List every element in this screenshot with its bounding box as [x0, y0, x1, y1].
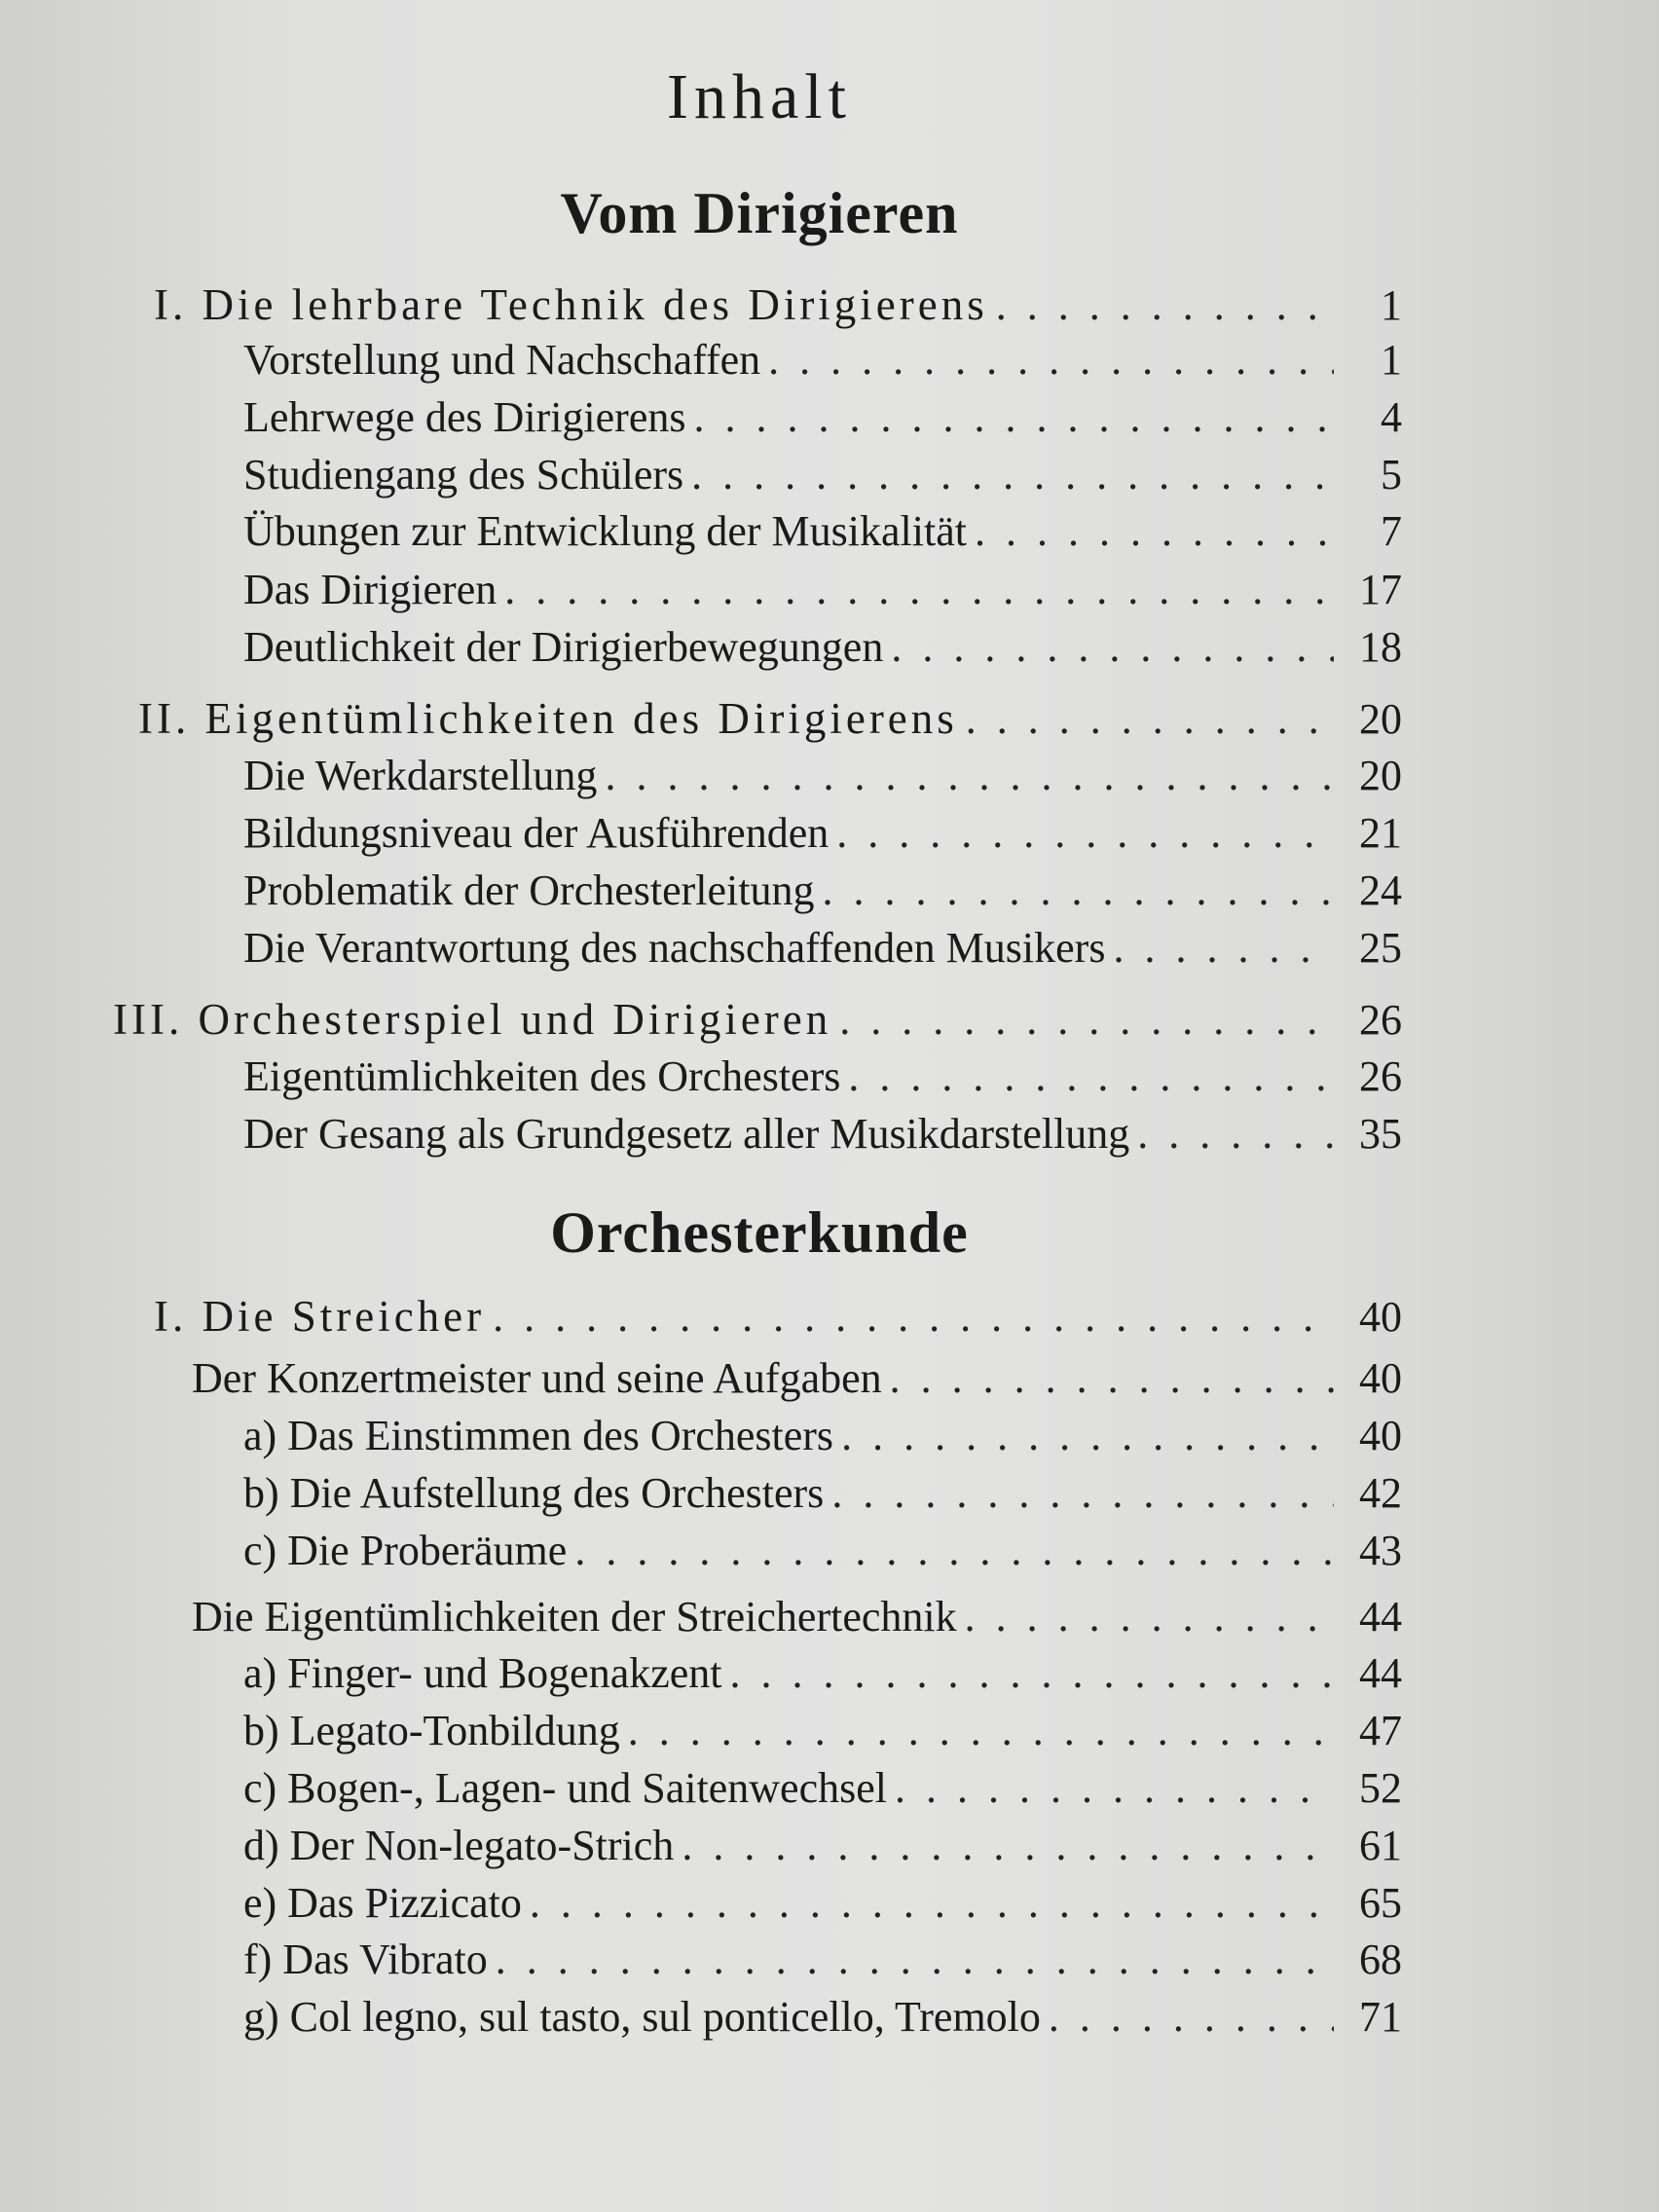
toc-entry-title: e) Das Pizzicato	[243, 1879, 522, 1927]
toc-entry-title: II. Eigentümlichkeiten des Dirigierens	[138, 694, 958, 743]
toc-page-number: 68	[1359, 1936, 1402, 1983]
toc-entry	[243, 1466, 1402, 1521]
toc-entry-title: Lehrwege des Dirigierens	[243, 393, 686, 441]
section-heading-vom-dirigieren: Vom Dirigieren	[560, 181, 959, 245]
toc-entry-title: b) Legato-Tonbildung	[243, 1707, 620, 1754]
toc-entry	[243, 864, 1402, 918]
toc-entry	[154, 1289, 1402, 1345]
toc-entry-title: Die Werkdarstellung	[243, 752, 598, 799]
toc-page-number: 4	[1381, 393, 1402, 441]
toc-entry-title: f) Das Vibrato	[243, 1936, 488, 1983]
toc-page-number: 43	[1359, 1527, 1402, 1574]
dot-leader	[504, 563, 1334, 617]
toc-entry-title: Übungen zur Entwicklung der Musikalität	[243, 507, 967, 555]
dot-leader	[682, 1819, 1334, 1873]
toc-entry	[243, 563, 1402, 617]
toc-page-number: 42	[1359, 1469, 1402, 1517]
dot-leader	[1113, 921, 1334, 976]
dot-leader	[693, 390, 1334, 445]
dot-leader	[839, 993, 1334, 1048]
toc-entry	[243, 1761, 1402, 1816]
toc-entry-title: Der Konzertmeister und seine Aufgaben	[192, 1354, 882, 1402]
toc-page-number: 21	[1359, 809, 1402, 857]
toc-page-number: 26	[1359, 996, 1402, 1044]
dot-leader	[691, 448, 1334, 502]
toc-entry	[243, 1819, 1402, 1873]
toc-entry-title: a) Finger- und Bogenakzent	[243, 1649, 722, 1697]
toc-entry-title: Deutlichkeit der Dirigierbewegungen	[243, 623, 884, 671]
toc-entry-title: I. Die lehrbare Technik des Dirigierens	[154, 280, 988, 329]
toc-entry	[243, 333, 1402, 387]
toc-page-number: 20	[1359, 695, 1402, 743]
dot-leader	[996, 278, 1334, 333]
toc-entry	[243, 1409, 1402, 1463]
toc-page-number: 1	[1381, 336, 1402, 384]
toc-page-number: 26	[1359, 1052, 1402, 1100]
dot-leader	[530, 1876, 1334, 1931]
toc-entry	[243, 390, 1402, 445]
toc-entry	[243, 620, 1402, 675]
dot-leader	[730, 1646, 1334, 1701]
dot-leader	[966, 692, 1334, 747]
dot-leader	[841, 1409, 1334, 1463]
dot-leader	[965, 1590, 1334, 1644]
toc-entry-title: g) Col legno, sul tasto, sul ponticello, Tremolo	[243, 1993, 1041, 2041]
toc-page-number: 17	[1359, 566, 1402, 613]
toc-entry-title: c) Bogen-, Lagen- und Saitenwechsel	[243, 1764, 887, 1812]
toc-entry	[192, 1590, 1402, 1644]
dot-leader	[975, 504, 1334, 559]
dot-leader	[1137, 1107, 1334, 1161]
toc-page-number: 65	[1359, 1879, 1402, 1927]
toc-page-number: 20	[1359, 752, 1402, 799]
toc-entry	[243, 1107, 1402, 1161]
toc-page-number: 18	[1359, 623, 1402, 671]
toc-page-number: 44	[1359, 1649, 1402, 1697]
toc-entry-title: a) Das Einstimmen des Orchesters	[243, 1412, 834, 1459]
toc-page-number: 5	[1381, 451, 1402, 498]
toc-entry-title: Die Verantwortung des nachschaffenden Musikers	[243, 924, 1106, 972]
dot-leader	[493, 1290, 1334, 1345]
toc-entry	[243, 806, 1402, 861]
dot-leader	[605, 749, 1334, 803]
toc-entry-title: Bildungsniveau der Ausführenden	[243, 809, 830, 857]
dot-leader	[822, 864, 1334, 918]
toc-page-number: 7	[1381, 507, 1402, 555]
toc-entry-title: I. Die Streicher	[154, 1292, 486, 1341]
dot-leader	[895, 1761, 1334, 1816]
toc-page-number: 44	[1359, 1593, 1402, 1641]
toc-page-number: 1	[1381, 281, 1402, 329]
toc-entry-title: III. Orchesterspiel und Dirigieren	[113, 995, 832, 1044]
toc-page-number: 71	[1359, 1993, 1402, 2041]
toc-entry-title: b) Die Aufstellung des Orchesters	[243, 1469, 825, 1517]
toc-entry-title: Eigentümlichkeiten des Orchesters	[243, 1052, 841, 1100]
toc-entry	[113, 992, 1402, 1048]
toc-entry-title: d) Der Non-legato-Strich	[243, 1822, 675, 1869]
toc-page-number: 40	[1359, 1412, 1402, 1459]
toc-entry-title: c) Die Proberäume	[243, 1527, 568, 1574]
toc-page-number: 61	[1359, 1822, 1402, 1869]
toc-entry	[243, 1050, 1402, 1104]
page-title: Inhalt	[667, 61, 852, 132]
toc-page-number: 35	[1359, 1110, 1402, 1158]
toc-entry	[243, 448, 1402, 502]
toc-entry	[243, 1990, 1402, 2045]
toc-entry	[243, 1933, 1402, 1987]
toc-page-number: 40	[1359, 1354, 1402, 1402]
dot-leader	[836, 806, 1334, 861]
toc-entry	[243, 1524, 1402, 1578]
dot-leader	[1049, 1990, 1334, 2045]
toc-page-number: 24	[1359, 866, 1402, 914]
toc-entry	[154, 277, 1402, 333]
dot-leader	[628, 1704, 1334, 1758]
section-heading-orchesterkunde: Orchesterkunde	[550, 1200, 969, 1265]
toc-entry	[243, 921, 1402, 976]
toc-entry-title: Der Gesang als Grundgesetz aller Musikdarstellung	[243, 1110, 1130, 1158]
dot-leader	[831, 1466, 1334, 1521]
toc-page-number: 25	[1359, 924, 1402, 972]
toc-page-number: 40	[1359, 1293, 1402, 1341]
toc-entry-title: Die Eigentümlichkeiten der Streichertechnik	[192, 1593, 957, 1641]
toc-page-number: 47	[1359, 1707, 1402, 1754]
dot-leader	[574, 1524, 1334, 1578]
dot-leader	[890, 1351, 1334, 1406]
dot-leader	[848, 1050, 1334, 1104]
toc-entry	[243, 1646, 1402, 1701]
toc-entry	[243, 504, 1402, 559]
toc-entry	[243, 1704, 1402, 1758]
dot-leader	[496, 1933, 1334, 1987]
toc-entry	[138, 691, 1402, 747]
toc-entry	[192, 1351, 1402, 1406]
toc-entry	[243, 749, 1402, 803]
toc-entry-title: Das Dirigieren	[243, 566, 498, 613]
toc-entry-title: Problematik der Orchesterleitung	[243, 866, 815, 914]
toc-entry-title: Studiengang des Schülers	[243, 451, 684, 498]
dot-leader	[768, 333, 1334, 387]
dot-leader	[891, 620, 1334, 675]
toc-page-number: 52	[1359, 1764, 1402, 1812]
toc-entry	[243, 1876, 1402, 1931]
toc-entry-title: Vorstellung und Nachschaffen	[243, 336, 761, 384]
